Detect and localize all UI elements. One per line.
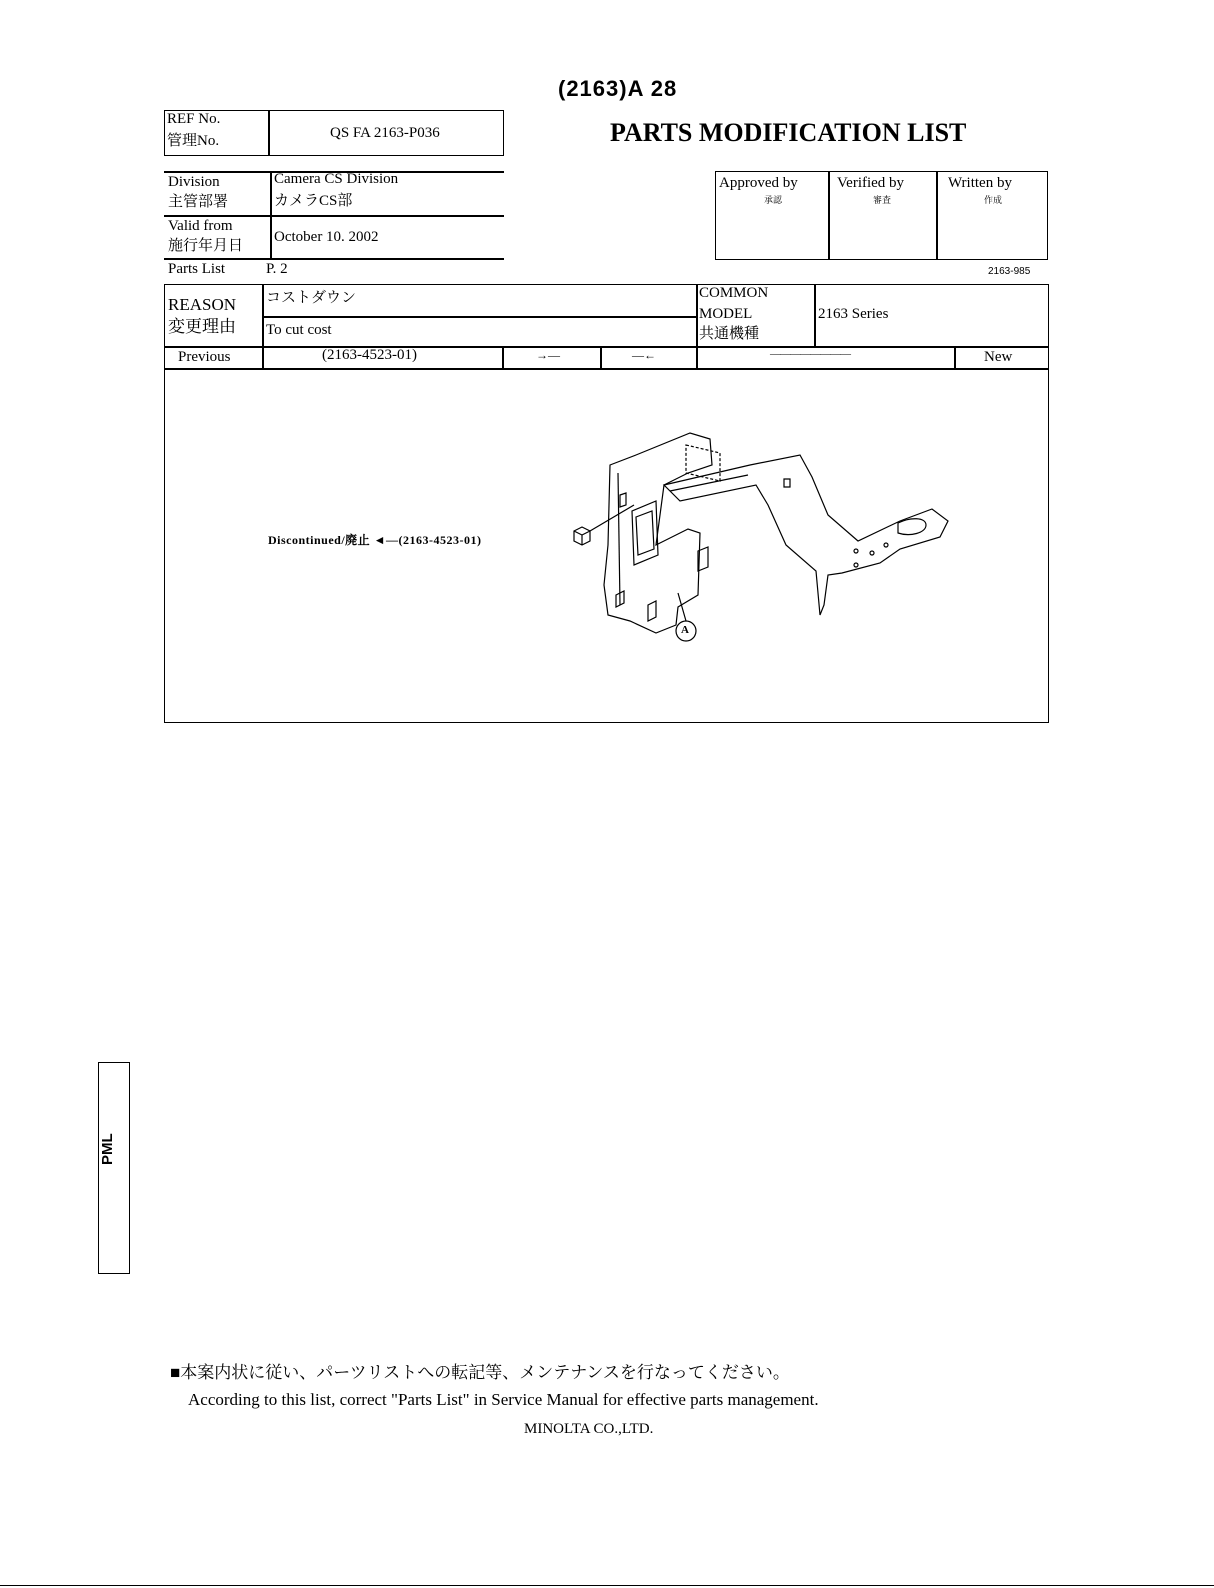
division-label-ja: 主管部署 (168, 194, 229, 210)
part-diagram (560, 425, 980, 665)
division-value-en: Camera CS Division (274, 171, 399, 187)
ref-label-en: REF No. (167, 111, 221, 127)
discontinued-callout: Discontinued/廃止 ◄—(2163-4523-01) (268, 533, 482, 547)
footer-note-en: According to this list, correct "Parts List" in Service Manual for effective parts management. (188, 1390, 819, 1409)
valid-value: October 10. 2002 (274, 229, 379, 245)
diagram-marker-a: A (681, 624, 689, 636)
reason-label-en: REASON (168, 295, 237, 314)
valid-label-en: Valid from (168, 218, 233, 234)
verified-by-ja: 審査 (873, 195, 892, 205)
new-part-number: ———————— (770, 348, 850, 360)
common-model-label-2: MODEL (699, 306, 753, 322)
reason-label-ja: 変更理由 (168, 317, 236, 336)
pml-side-label: PML (99, 1133, 116, 1165)
footer-note-ja: ■本案内状に従い、パーツリストへの転記等、メンテナンスを行なってください。 (170, 1363, 790, 1382)
document-code: (2163)A 28 (558, 76, 678, 101)
approved-by-ja: 承認 (764, 195, 783, 205)
common-model-label-ja: 共通機種 (699, 326, 760, 342)
company-name: MINOLTA CO.,LTD. (524, 1421, 654, 1437)
valid-label-ja: 施行年月日 (168, 238, 244, 254)
reason-value-en: To cut cost (266, 322, 332, 338)
previous-label: Previous (178, 349, 231, 365)
page-title: PARTS MODIFICATION LIST (610, 118, 967, 147)
arrow-right: →— (536, 348, 560, 362)
new-label: New (984, 349, 1013, 365)
reason-value-ja: コストダウン (266, 290, 357, 306)
division-value-ja: カメラCS部 (274, 193, 353, 209)
previous-part-number: (2163-4523-01) (322, 347, 417, 363)
parts-list-value: P. 2 (266, 261, 288, 277)
common-model-value: 2163 Series (818, 306, 889, 322)
division-label-en: Division (168, 174, 220, 190)
ref-label-ja: 管理No. (167, 133, 220, 149)
common-model-label-1: COMMON (699, 285, 769, 301)
verified-by-label: Verified by (837, 175, 905, 191)
written-by-ja: 作成 (984, 195, 1003, 205)
ref-value: QS FA 2163-P036 (330, 125, 440, 141)
doc-number: 2163-985 (988, 266, 1031, 277)
parts-list-label: Parts List (168, 261, 226, 277)
written-by-label: Written by (948, 175, 1012, 191)
pml-side-tab (98, 1062, 130, 1274)
approved-by-label: Approved by (719, 175, 798, 191)
arrow-left: —← (632, 348, 656, 362)
